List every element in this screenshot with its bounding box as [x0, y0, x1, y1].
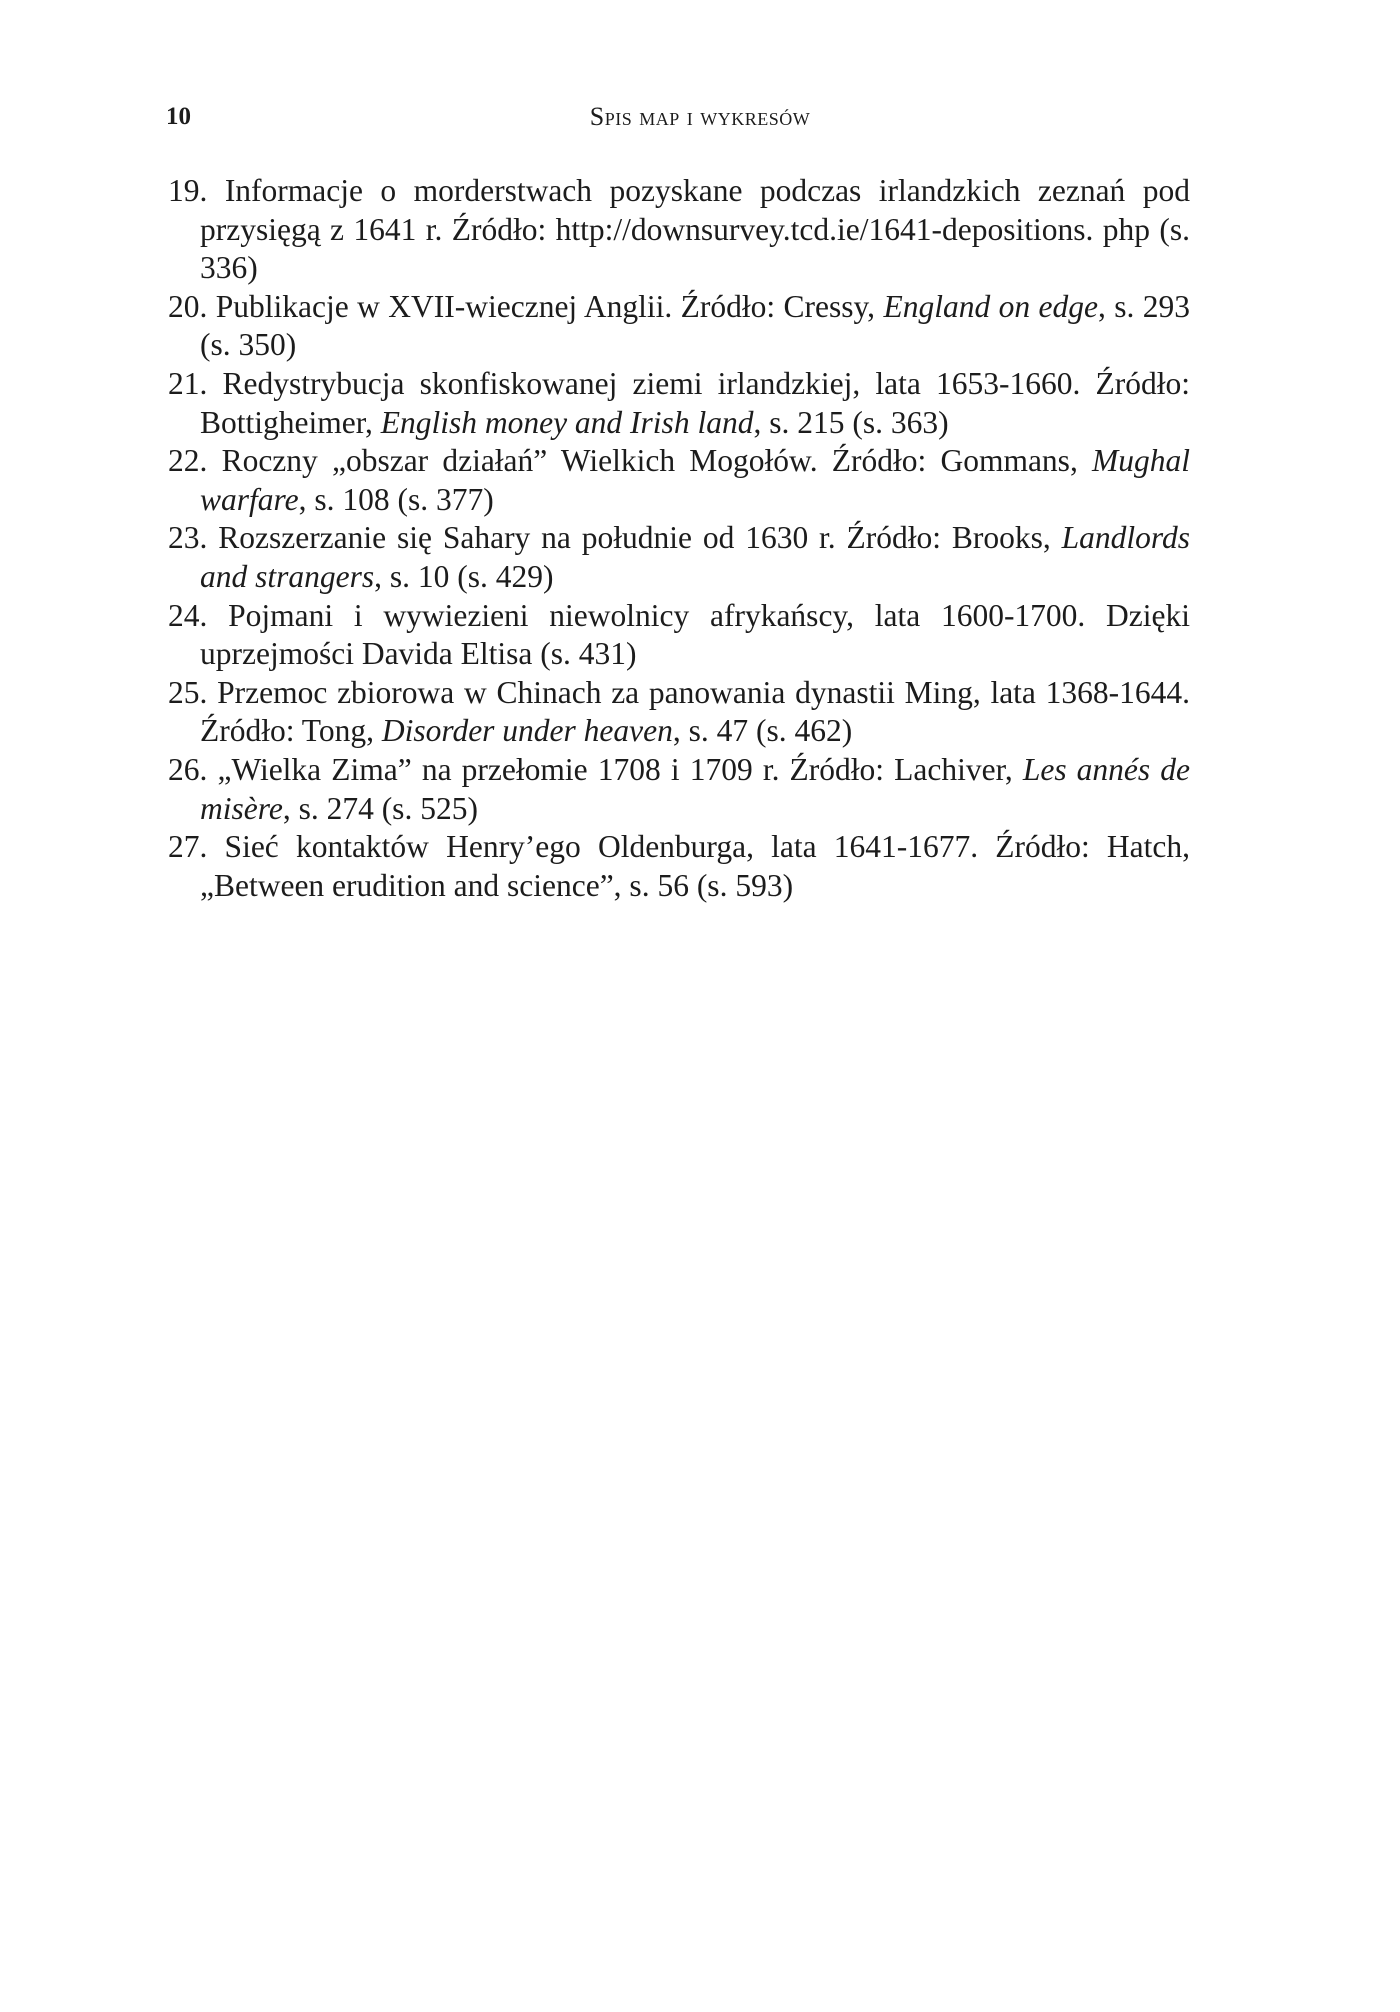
cited-title: Les annés de misère — [200, 751, 1191, 826]
list-item-number: 26. — [168, 751, 208, 787]
list-item — [168, 674, 1190, 751]
list-item — [168, 828, 1190, 905]
list-item-text: , s. 215 (s. 363) — [753, 404, 949, 440]
list-item-text: , s. 274 (s. 525) — [282, 790, 478, 826]
list-item-text: , s. 108 (s. 377) — [298, 481, 494, 517]
list-item-number: 27. — [168, 829, 208, 865]
cited-title: England on edge — [883, 288, 1098, 324]
figure-list — [168, 172, 1190, 905]
list-item-text: Informacje o morderstwach pozyskane podczas irlandzkich zeznań pod przysięgą z 1641 r. Źródło: http://downsurvey.tcd.ie/1641-depositions. php (s. 336) — [200, 173, 1190, 286]
list-item-text: „Wielka Zima” na przełomie 1708 i 1709 r. Źródło: Lachiver, — [217, 751, 1023, 787]
cited-title: Mughal warfare — [200, 443, 1190, 517]
cited-title: Landlords and strangers — [200, 520, 1190, 594]
list-item-text: Pojmani i wywiezieni niewolnicy afrykańscy, lata 1600-1700. Dzięki uprzejmości Davida Eltisa (s. 431) — [200, 597, 1191, 672]
list-item-text: Sieć kontaktów Henry’ego Oldenburga, lata 1641-1677. Źródło: Hatch, „Between erudition and science”, s. 56 (s. 593) — [200, 829, 1190, 903]
cited-title: English money and Irish land — [380, 404, 754, 440]
list-item-text: , s. 10 (s. 429) — [374, 558, 554, 594]
list-item-number: 24. — [168, 597, 208, 633]
list-item — [168, 519, 1190, 596]
list-item — [168, 442, 1190, 519]
list-item-number: 19. — [168, 173, 208, 208]
list-item-text: Publikacje w XVII-wiecznej Anglii. Źródło: Cressy, — [215, 288, 884, 324]
list-item-number: 21. — [168, 365, 208, 401]
list-item-text: , s. 293 (s. 350) — [200, 288, 1190, 363]
page-number: 10 — [166, 103, 191, 130]
list-item-text: Roczny „obszar działań” Wielkich Mogołów. Źródło: Gommans, — [221, 443, 1092, 479]
list-item-text: Redystrybucja skonfiskowanej ziemi irlandzkiej, lata 1653-1660. Źródło: Bottigheimer, — [200, 365, 1190, 440]
list-item — [168, 751, 1190, 828]
list-item — [168, 365, 1190, 442]
cited-title: Disorder under heaven — [381, 713, 673, 749]
list-item-text: , s. 47 (s. 462) — [672, 713, 853, 749]
list-item — [168, 597, 1190, 674]
list-item-number: 22. — [168, 443, 208, 479]
list-item-number: 20. — [168, 288, 208, 324]
list-item — [168, 288, 1190, 365]
running-head: Spis map i wykresów — [589, 102, 811, 131]
list-item-number: 23. — [168, 520, 208, 556]
list-item-text: Rozszerzanie się Sahary na południe od 1630 r. Źródło: Brooks, — [218, 520, 1062, 556]
list-item-number: 25. — [168, 674, 208, 710]
list-item — [168, 172, 1190, 288]
list-item-text: Przemoc zbiorowa w Chinach za panowania dynastii Ming, lata 1368-1644. Źródło: Tong, — [200, 674, 1191, 749]
